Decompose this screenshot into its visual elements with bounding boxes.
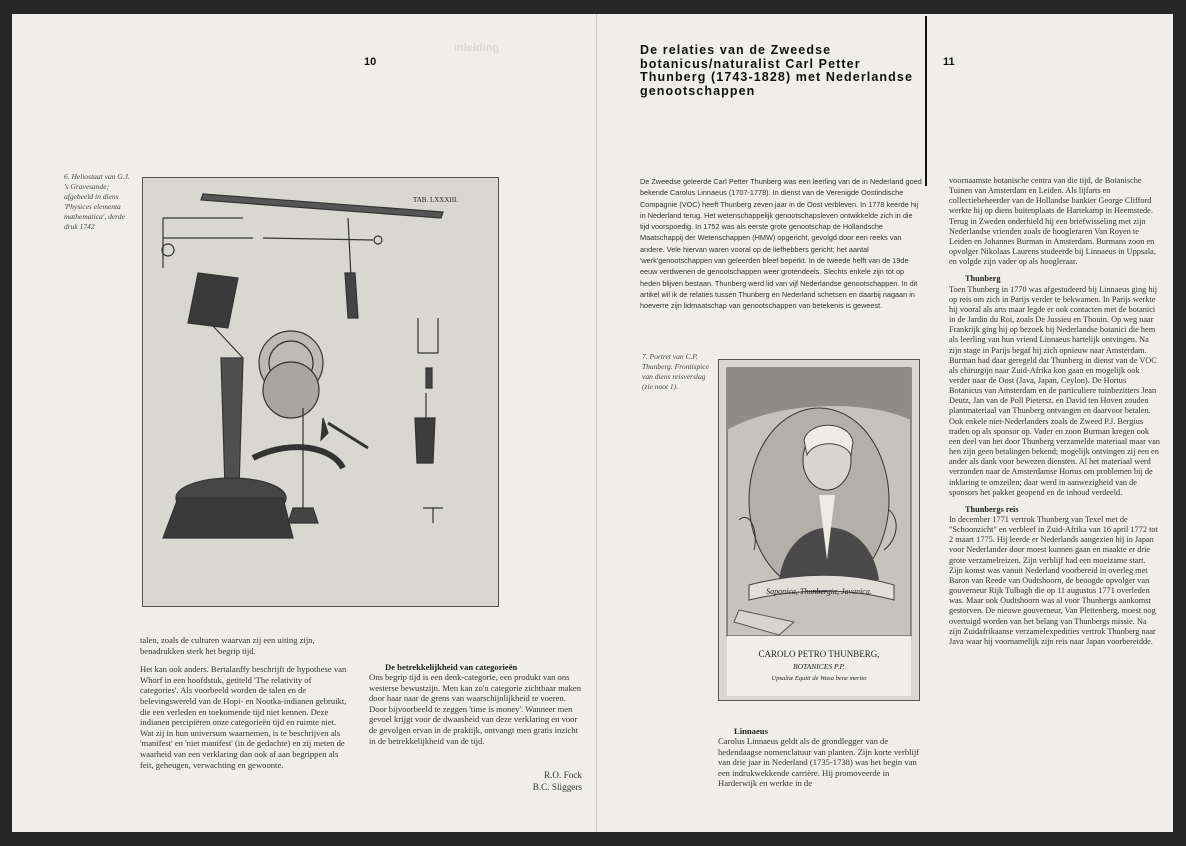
author-name: B.C. Sliggers	[532, 782, 582, 792]
title-line: botanicus/naturalist Carl Petter	[640, 56, 861, 71]
portrait-inscription-line: Upsaliæ Equiti de Wasa bene merito	[771, 675, 867, 682]
portrait-banner: Sapanica, Thunbergia, Javanica.	[766, 587, 872, 596]
heliostat-engraving	[142, 177, 499, 607]
left-column-1	[140, 635, 348, 772]
author-block	[512, 769, 582, 793]
paragraph: Ons begrip tijd is een denk-categorie, een produkt van ons westerse bewustzijn. Men kan zo'n categorie zichtbaar maken door haar naar de grens van waarschijnlijkheid te voeren. Door bijvoorbeeld te zeggen 'time is money'. Wanneer men gevoel krijgt voor de dwaasheid van deze verklaring en voor de gevolgen ervan in de praktijk, ontvangt men gratis inzicht in de betrekkelijkheid van de tijd.	[369, 672, 582, 746]
left-column-2	[369, 662, 584, 748]
paragraph: Carolus Linnaeus geldt als de grondlegger van de hedendaagse nomenclatuur van planten. Zijn korte verblijf van drie jaar in Nederland (1735-1738) was het begin van een indrukwekkende carrière. Hij promoveerde in Harderwijk en werkte in de	[718, 736, 920, 789]
paragraph: voornaamste botanische centra van die tijd, de Botanische Tuinen van Amsterdam en Leiden. Als lijfarts en collectiebeheerder van de Hollandse bankier George Clifford werkte hij op diens buitenplaats de Hartekamp in Heemstede. Terug in Zweden onderhield hij een briefwisseling met zijn Nederlandse vrienden zoals de hoogleraren Van Royen te Leiden en Johannes Burman in Amsterdam. Burmans zoon en opvolger Nikolaas Laurens studeerde bij Linnaeus in Uppsala, en volgde zijn vader op als hoogleraar.	[949, 176, 1156, 267]
heliostat-drawing	[143, 178, 498, 606]
section-heading-reis: Thunbergs reis	[965, 504, 1019, 514]
section-heading-categories: De betrekkelijkheid van categorieën	[385, 662, 518, 672]
page-number-right: 11	[943, 56, 955, 68]
portrait-inscription-line: CAROLO PETRO THUNBERG,	[758, 649, 880, 659]
figure-caption-heliostat: 6. Heliostaat van G.J. 's Gravesande; afgebeeld in diens 'Physices elementa mathematica', derde druk 1742	[64, 172, 130, 231]
article-intro: De Zweedse geleerde Carl Petter Thunberg was een leerling van de in Nederland goed bekende Carolus Linnaeus (1707-1778). In dienst van de Verenigde Oostindische Compagnie (VOC) heeft Thunberg zeven jaar in de Oost verbleven. In 1778 keerde hij in Nederland terug. Het wetenschappelijk genootschapsleven ontwikkelde zich in die tijd voorspoedig. In 1752 was als eerste grote genootschap de Hollandsche Maatschappij der Wetenschappen (HMW) opgericht, gevolgd door een reeks van andere. Vele hiervan waren vooral op de liefhebbers gericht; het aantal 'werk'genootschappen van geleerden bleef beperkt. In de tweede helft van de 19de eeuw verdwenen de genootschappen weer grotendeels. Slechts enkele zijn tot op heden blijven bestaan. Thunberg werd lid van vijf Nederlandse genootschappen. In dit artikel wil ik de relaties tussen Thunberg en Nederland schetsen en daarbij nagaan in hoeverre zijn lidmaatschap van genootschappen van betekenis is geweest.	[640, 177, 922, 311]
section-heading-thunberg: Thunberg	[965, 274, 1001, 284]
page-number-left: 10	[364, 56, 377, 68]
right-column-2	[949, 176, 1161, 649]
paragraph: In december 1771 vertrok Thunberg van Texel met de "Schoonzicht" en verbleef in Zuid-Afrika van 16 april 1772 tot 2 maart 1775. Hij leerde er Nederlands aangezien hij in Japan voor Nederlander door moest kunnen gaan en maakte er drie grote verzamelreizen. Zijn verblijf had een moeizame start. Zijn komst was vanuit Nederland voorbereid in overleg met Baron van Reede van Oudtshoorn, de beoogde opvolger van gouverneur Rijk Tulbagh die op 11 augustus 1771 overleden was. Maar ook Oudtshoorn was al voor Thunbergs aankomst gestorven. De nieuwe gouverneur, Van Plettenberg, moest nog overtuigd worden van het belang van Thunbergs missie. Na zijn Zuidafrikaanse verzamelexpedities vertrok Thunberg naar Java waar hij voornamelijk zijn reis naar Japan voorbereidde.	[949, 515, 1158, 646]
linnaeus-section	[718, 726, 928, 791]
paragraph: talen, zoals de culturen waarvan zij een uiting zijn, benadrukken sterk het begrip tijd.	[140, 635, 315, 656]
section-heading-linnaeus: Linnaeus	[734, 726, 768, 736]
title-line: Thunberg (1743-1828) met Nederlandse	[640, 70, 914, 84]
title-line: De relaties van de Zweedse	[640, 43, 832, 57]
thunberg-portrait-engraving	[718, 359, 920, 701]
vertical-rule	[925, 16, 927, 186]
left-page	[12, 14, 596, 832]
paragraph: Toen Thunberg in 1770 was afgestudeerd bij Linnaeus ging hij op reis om zich in Parijs verder te bekwamen. In Parijs werkte hij vooral als arts maar legde er ook contacten met de botanici in de Jardin du Roi, zoals De Jussieu en Thouin. Op weg naar Frankrijk ging hij op bezoek bij Nederlandse botanici die hem als leerling van hun vriend Linnaeus hartelijk ontvingen. Na zijn stage in Parijs begaf hij zich opnieuw naar Amsterdam. Burman had daar geregeld dat Thunberg in dienst van de VOC als chirurgijn naar Zuid-Afrika kon gaan en mogelijk ook verder naar de Oost (Java, Japan, Ceylon). De Hortus Botanicus van Amsterdam en de particuliere tuinbezitters Jean Deutz, Jan van de Poll Pietersz. en David ten Hoven zouden plantmateriaal van Thunberg ontvangen en daarvoor betalen. Ook enkele niet-Nederlanders zoals de Zweed P.J. Bergius traden op als sponsor op. Vader en zoon Burman kregen ook een deel van het door Thunberg verzamelde materiaal maar van hen zijn geen betalingen bekend; mogelijk ontvingen zij een en ander als dank voor bewezen diensten. Al het materiaal werd verzonden naar de Amsterdamse Hortus om problemen bij de inklaring te omzeilen; daar werd in aanwezigheid van de sponsors het pakket geopend en de inhoud verdeeld.	[949, 284, 1160, 497]
title-line: genootschappen	[640, 83, 756, 98]
portrait-drawing	[719, 360, 919, 700]
figure-caption-portrait: 7. Portret van C.P. Thunberg. Frontispice van diens reisverslag (zie noot 1).	[642, 352, 709, 391]
bleed-through-text: Inleiding	[454, 42, 500, 54]
article-title	[640, 44, 925, 98]
right-page	[597, 14, 1173, 832]
paragraph: Het kan ook anders. Bertalanffy beschrijft de hypothese van Whorf in een hoofdstuk, getiteld 'The relativity of categories'. Als voorbeeld worden de talen en de belevingswereld van de Hopi- en Nootka-indianen gebruikt, die een verleden en toekomende tijd niet kennen. Deze indianen percipiëren onze categorieën tijd en ruimte niet. Wat zij in hun universum waarnemen, is te beschrijven als 'manifest' en 'niet manifest' (in de gedachte) en zij meten de waarheid van een verklaring dan ook af aan begrippen als feit, geheugen, verwachting en gewoonte.	[140, 664, 347, 770]
plate-label: TAB. LXXXIII.	[413, 196, 459, 204]
portrait-inscription-line: BOTANICES P.P.	[793, 662, 845, 671]
author-name: R.O. Fock	[543, 770, 582, 780]
